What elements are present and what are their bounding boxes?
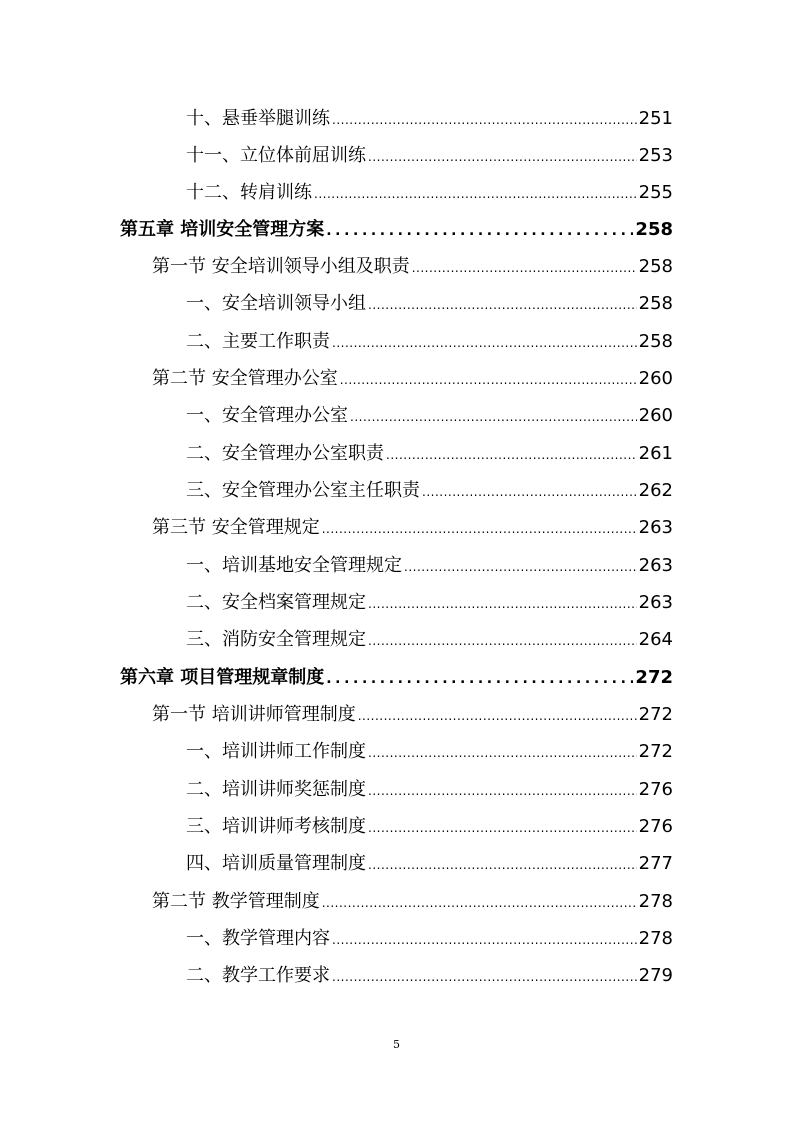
toc-entry[interactable] <box>186 141 673 171</box>
toc-leader-dots <box>340 365 637 395</box>
toc-section-entry[interactable] <box>152 700 673 730</box>
toc-leader-dots <box>412 253 637 283</box>
toc-leader-dots <box>326 664 633 694</box>
toc-leader-dots <box>322 888 637 918</box>
toc-entry-label: 第六章 项目管理规章制度 <box>120 667 325 688</box>
toc-entry-page: 278 <box>638 891 673 912</box>
toc-leader-dots <box>368 290 637 320</box>
toc-leader-dots <box>332 105 637 135</box>
toc-leader-dots <box>368 776 637 806</box>
toc-entry[interactable] <box>186 551 673 581</box>
toc-entry-page: 261 <box>638 443 673 464</box>
toc-entry-label: 第五章 培训安全管理方案 <box>120 219 325 240</box>
toc-entry-label: 三、消防安全管理规定 <box>186 629 366 650</box>
toc-entry-page: 263 <box>638 517 673 538</box>
toc-leader-dots <box>368 142 637 172</box>
toc-leader-dots <box>332 962 637 992</box>
toc-section-entry[interactable] <box>152 887 673 917</box>
toc-leader-dots <box>332 925 637 955</box>
toc-entry[interactable] <box>186 961 673 991</box>
toc-entry-page: 258 <box>638 256 673 277</box>
toc-entry-label: 一、安全管理办公室 <box>186 405 348 426</box>
toc-entry-label: 二、安全管理办公室职责 <box>186 443 384 464</box>
toc-leader-dots <box>368 813 637 843</box>
toc-leader-dots <box>386 440 637 470</box>
toc-entry-page: 272 <box>635 667 673 688</box>
toc-entry-label: 第二节 安全管理办公室 <box>152 368 338 389</box>
toc-entry-page: 258 <box>638 331 673 352</box>
toc-entry[interactable] <box>186 476 673 506</box>
toc-leader-dots <box>332 328 637 358</box>
toc-entry-page: 260 <box>638 368 673 389</box>
toc-entry-label: 二、培训讲师奖惩制度 <box>186 779 366 800</box>
toc-entry-page: 258 <box>635 219 673 240</box>
toc-section-entry[interactable] <box>152 252 673 282</box>
toc-entry-label: 十一、立位体前屈训练 <box>186 145 366 166</box>
toc-entry-page: 263 <box>638 592 673 613</box>
toc-entry-page: 276 <box>638 816 673 837</box>
toc-leader-dots <box>422 477 637 507</box>
toc-entry[interactable] <box>186 775 673 805</box>
toc-entry-label: 一、安全培训领导小组 <box>186 293 366 314</box>
toc-leader-dots <box>322 514 637 544</box>
toc-section-entry[interactable] <box>152 513 673 543</box>
toc-chapter-entry[interactable] <box>120 215 673 245</box>
toc-entry-label: 十、悬垂举腿训练 <box>186 108 330 129</box>
toc-entry-page: 262 <box>638 480 673 501</box>
toc-entry-label: 二、安全档案管理规定 <box>186 592 366 613</box>
toc-entry-label: 第一节 培训讲师管理制度 <box>152 704 356 725</box>
toc-entry-label: 一、培训讲师工作制度 <box>186 741 366 762</box>
toc-entry-page: 253 <box>638 145 673 166</box>
toc-entry[interactable] <box>186 104 673 134</box>
toc-entry-label: 第二节 教学管理制度 <box>152 891 320 912</box>
toc-entry[interactable] <box>186 401 673 431</box>
toc-entry[interactable] <box>186 812 673 842</box>
toc-entry-page: 255 <box>638 182 673 203</box>
toc-leader-dots <box>368 738 637 768</box>
toc-leader-dots <box>314 179 637 209</box>
toc-entry-page: 278 <box>638 928 673 949</box>
toc-entry-page: 264 <box>638 629 673 650</box>
toc-entry-label: 三、培训讲师考核制度 <box>186 816 366 837</box>
toc-entry-label: 二、主要工作职责 <box>186 331 330 352</box>
toc-entry[interactable] <box>186 588 673 618</box>
toc-entry-page: 279 <box>638 965 673 986</box>
toc-entry[interactable] <box>186 625 673 655</box>
toc-entry-label: 三、安全管理办公室主任职责 <box>186 480 420 501</box>
toc-entry[interactable] <box>186 289 673 319</box>
toc-leader-dots <box>368 850 637 880</box>
toc-entry[interactable] <box>186 178 673 208</box>
toc-entry-page: 276 <box>638 779 673 800</box>
toc-entry-page: 263 <box>638 555 673 576</box>
toc-entry-label: 四、培训质量管理制度 <box>186 853 366 874</box>
toc-entry-page: 260 <box>638 405 673 426</box>
toc-leader-dots <box>368 626 637 656</box>
toc-leader-dots <box>404 552 637 582</box>
toc-entry[interactable] <box>186 924 673 954</box>
toc-entry[interactable] <box>186 327 673 357</box>
toc-leader-dots <box>368 589 637 619</box>
toc-leader-dots <box>350 402 637 432</box>
toc-entry[interactable] <box>186 439 673 469</box>
page-number: 5 <box>393 1038 400 1051</box>
toc-section-entry[interactable] <box>152 364 673 394</box>
toc-leader-dots <box>358 701 637 731</box>
toc-entry-label: 一、培训基地安全管理规定 <box>186 555 402 576</box>
toc-entry-label: 十二、转肩训练 <box>186 182 312 203</box>
toc-entry-page: 272 <box>638 704 673 725</box>
toc-entry-label: 二、教学工作要求 <box>186 965 330 986</box>
toc-entry[interactable] <box>186 849 673 879</box>
toc-entry-label: 第一节 安全培训领导小组及职责 <box>152 256 410 277</box>
toc-entry-page: 272 <box>638 741 673 762</box>
toc-entry[interactable] <box>186 737 673 767</box>
toc-entry-label: 一、教学管理内容 <box>186 928 330 949</box>
toc-entry-page: 277 <box>638 853 673 874</box>
toc-chapter-entry[interactable] <box>120 663 673 693</box>
toc-entry-page: 251 <box>638 108 673 129</box>
toc-entry-label: 第三节 安全管理规定 <box>152 517 320 538</box>
toc-entry-page: 258 <box>638 293 673 314</box>
toc-leader-dots <box>326 216 633 246</box>
